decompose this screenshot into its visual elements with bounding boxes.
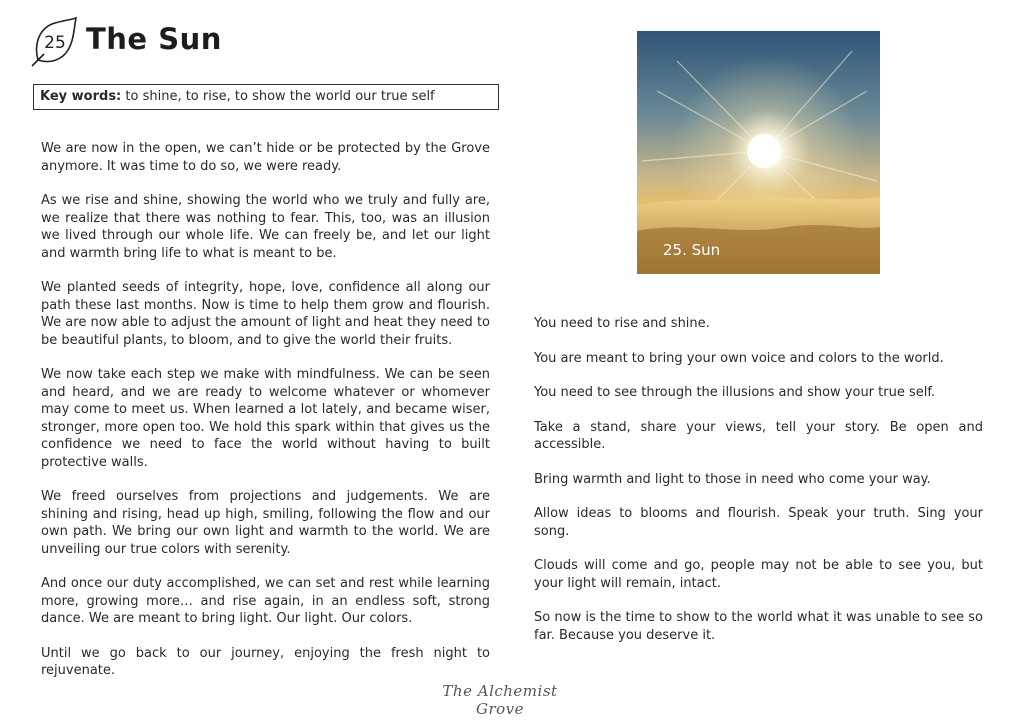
paragraph: And once our duty accomplished, we can set and rest while learning more, growing more… and rise again, in an endless soft, strong dance. We are meant to bring light. Our light. Our colors. [41, 576, 490, 626]
leaf-number-icon [30, 16, 80, 68]
guidance-line: Allow ideas to blooms and flourish. Speak your truth. Sing your song. [534, 506, 983, 539]
guidance-line: Take a stand, share your views, tell your story. Be open and accessible. [534, 419, 983, 452]
sun-card-image [637, 31, 880, 274]
guidance-line: You need to see through the illusions and show your true self. [534, 385, 936, 400]
paragraph: We planted seeds of integrity, hope, love, confidence all along our path these last months. Now is time to help them grow and flourish. We are now able to adjust the amount of light and heat they need to be beautiful plants, to bloom, and to give the world their fruits. [41, 280, 490, 348]
guidance-line: Clouds will come and go, people may not be able to see you, but your light will remain, intact. [534, 558, 983, 591]
page-title: The Sun [86, 22, 222, 56]
guidance-line: You are meant to bring your own voice and colors to the world. [534, 350, 944, 366]
guidance-line: You need to rise and shine. [534, 316, 710, 331]
paragraph: We now take each step we make with mindfulness. We can be seen and heard, and we are ready to welcome whatever or whomever may come to meet us. When learned a lot lately, and became wiser, stronger, more open too. We hold this spark within that gives us the confidence we need to face the world without having to built protective walls. [41, 367, 490, 470]
keywords-text: to shine, to rise, to show the world our true self [121, 89, 435, 104]
paragraph: We freed ourselves from projections and judgements. We are shining and rising, head up high, smiling, following the flow and our own path. We bring our own light and warmth to the world. We are unveiling our true colors with serenity. [41, 489, 490, 557]
guidance-line: Bring warmth and light to those in need who come your way. [534, 471, 931, 487]
paragraph: Until we go back to our journey, enjoying the fresh night to rejuvenate. [41, 645, 490, 678]
description-column [41, 140, 490, 697]
guidance-line: So now is the time to show to the world what it was unable to see so far. Because you deserve it. [534, 610, 983, 643]
keywords-label: Key words: [40, 89, 122, 104]
image-caption: 25. Sun [663, 241, 721, 259]
keywords-box [33, 84, 499, 110]
paragraph: As we rise and shine, showing the world who we truly and fully are, we realize that there was nothing to fear. This, too, was an illusion we lived through our whole life. We can freely be, and let our light and warmth bring life to what is meant to be. [41, 193, 490, 261]
card-number: 25 [44, 33, 66, 53]
brand-name: The Alchemist Grove [442, 682, 558, 718]
guidance-column [534, 315, 983, 661]
paragraph: We are now in the open, we can’t hide or be protected by the Grove anymore. It was time to do so, we were ready. [41, 141, 490, 174]
brand-logo [430, 676, 570, 718]
sun-illustration [637, 31, 880, 274]
